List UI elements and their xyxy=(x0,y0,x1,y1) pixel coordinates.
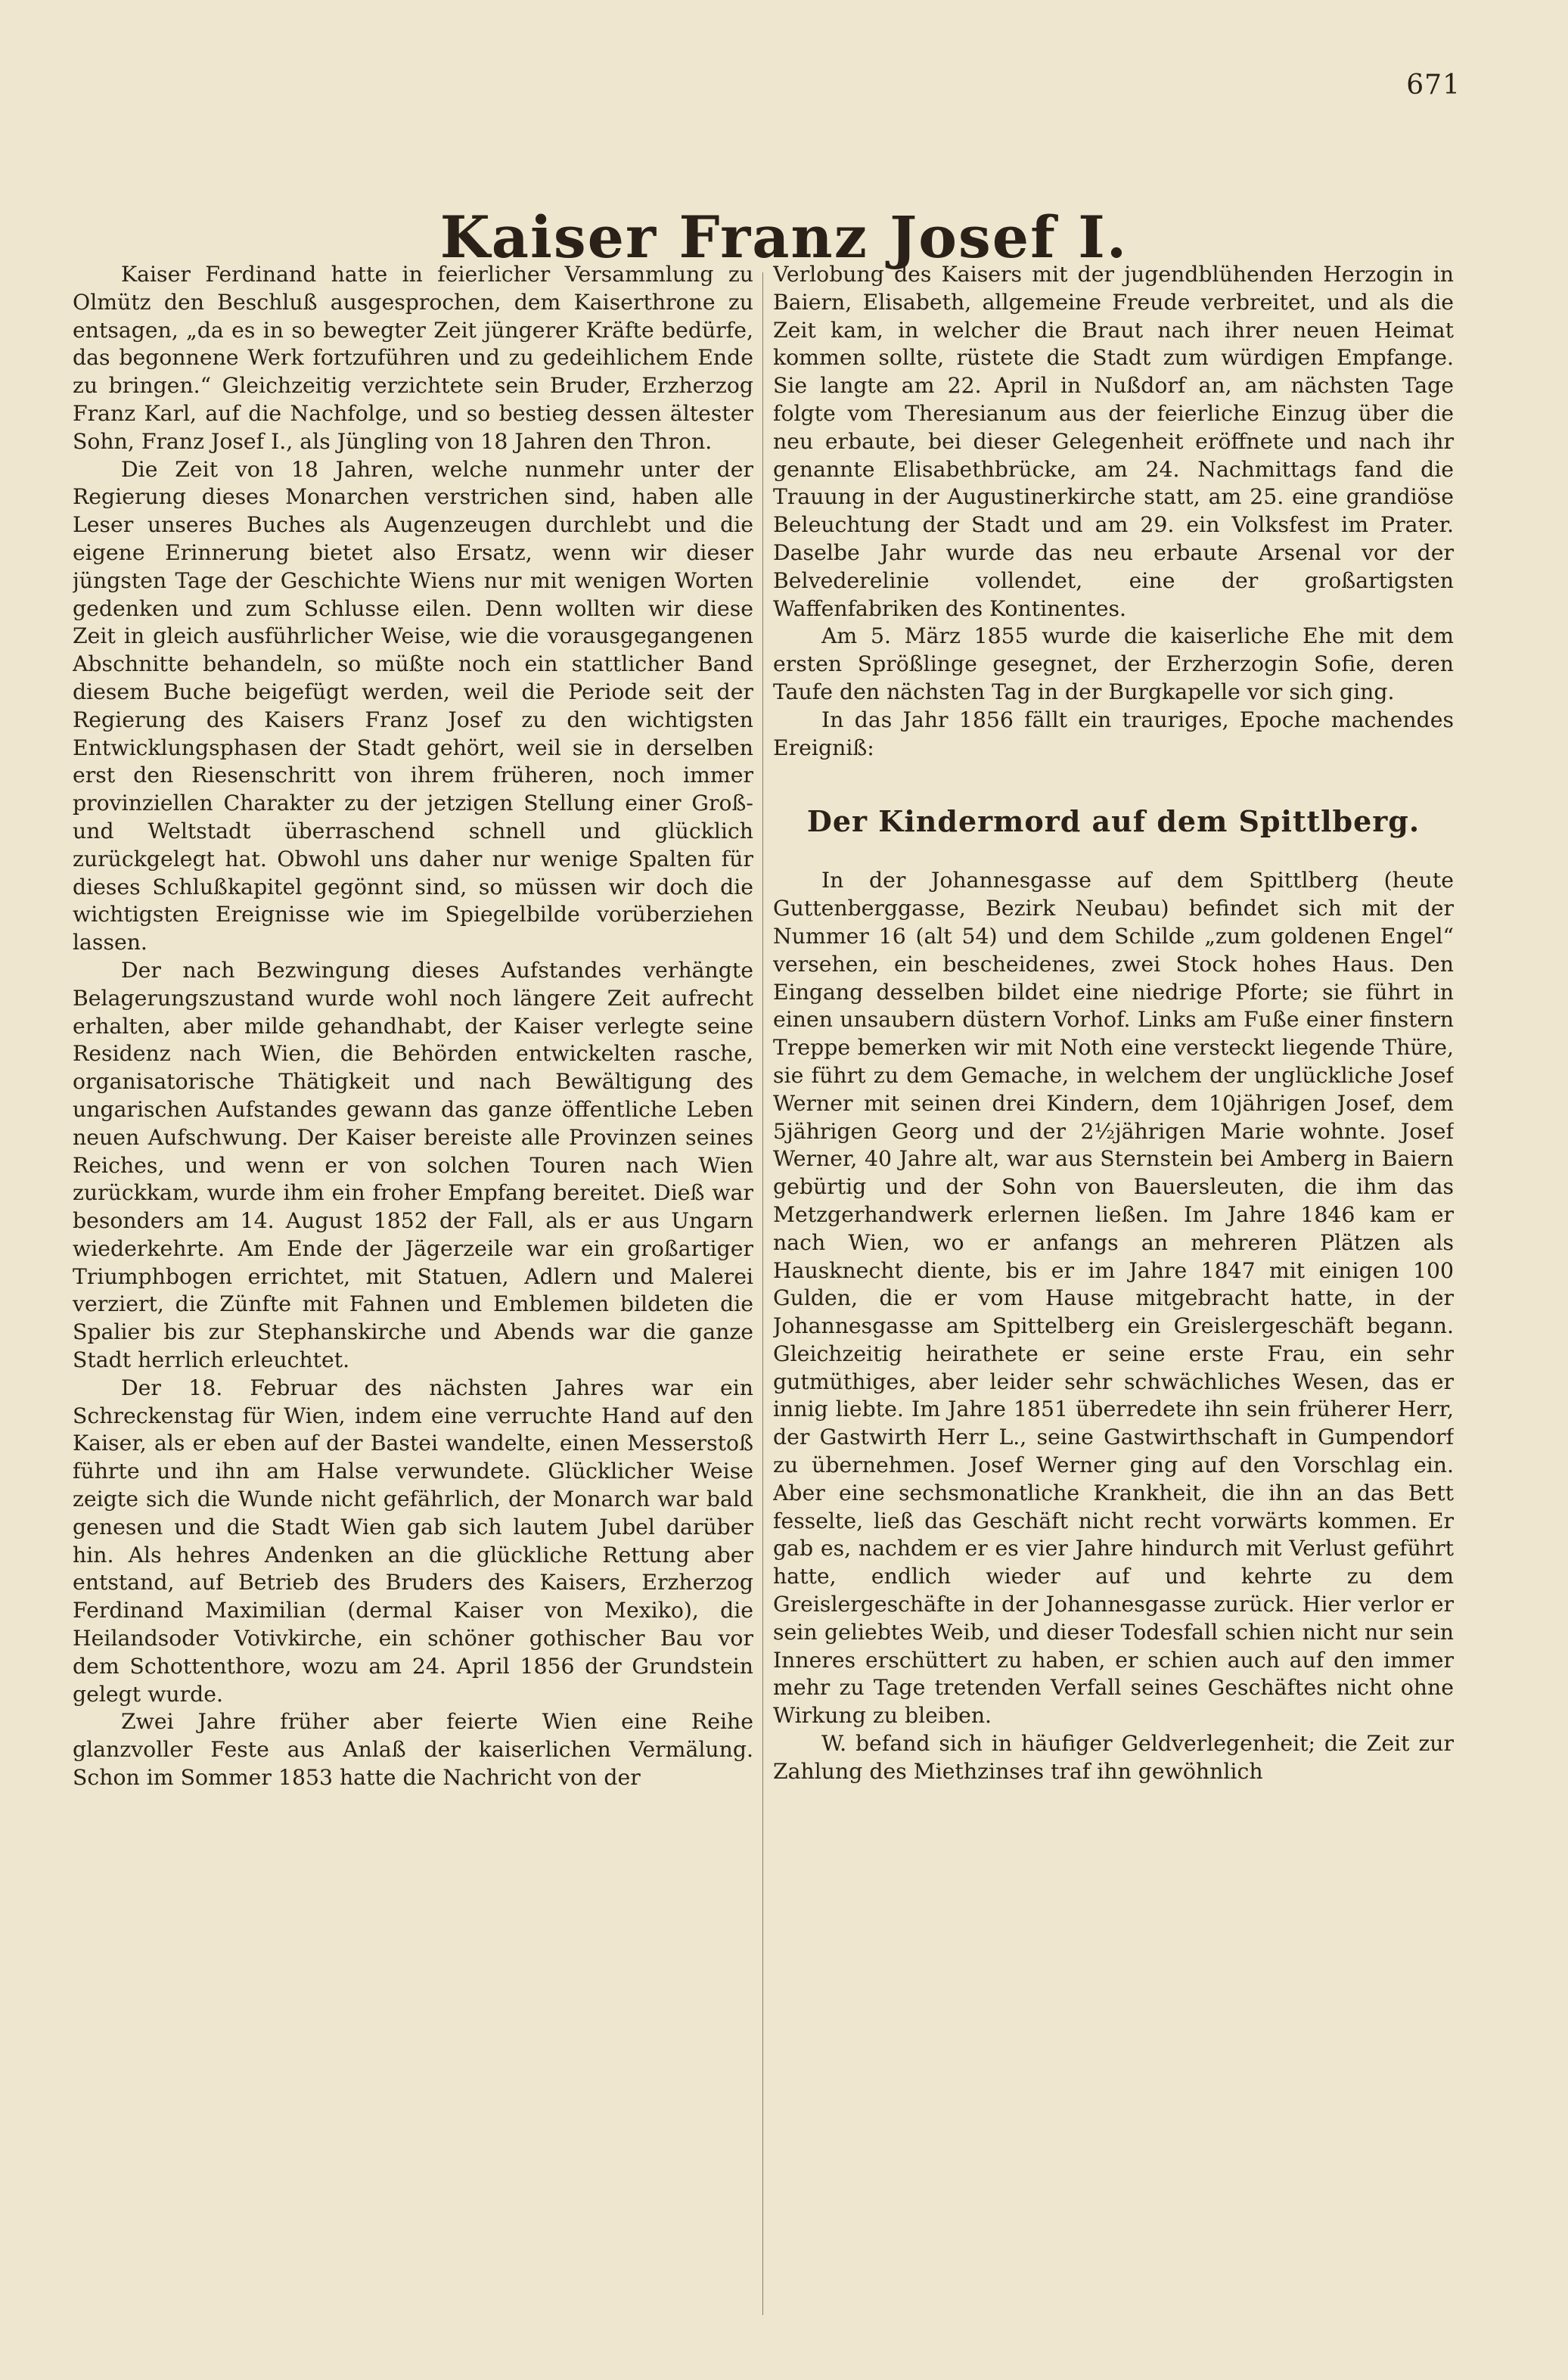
paragraph: Kaiser Ferdinand hatte in feierlicher Versammlung zu Olmütz den Beschluß ausgesprochen, dem Kaiserthrone zu entsagen, „da es in so bewegter Zeit jüngerer Kräfte bedürfe, das begonnene Werk fortzuführen und zu gedeihlichem Ende zu bringen.“ Gleichzeitig verzichtete sein Bruder, Erzherzog Franz Karl, auf die Nachfolge, und so bestieg dessen ältester Sohn, Franz Josef I., als Jüngling von 18 Jahren den Thron. xyxy=(73,262,753,454)
paragraph: Am 5. März 1855 wurde die kaiserliche Ehe mit dem ersten Sprößlinge gesegnet, der Erzherzogin Sofie, deren Taufe den nächsten Tag in der Burgkapelle vor sich ging. xyxy=(773,623,1454,704)
paragraph: In das Jahr 1856 fällt ein trauriges, Epoche machendes Ereigniß: xyxy=(773,707,1454,760)
paragraph: Die Zeit von 18 Jahren, welche nunmehr unter der Regierung dieses Monarchen verstrichen sind, haben alle Leser unseres Buches als Augenzeugen durchlebt und die eigene Erinnerung bietet also Ersatz, wenn wir dieser jüngsten Tage der Geschichte Wiens nur mit wenigen Worten gedenken und zum Schlusse eilen. Denn wollten wir diese Zeit in gleich ausführlicher Weise, wie die vorausgegangenen Abschnitte behandeln, so müßte noch ein stattlicher Band diesem Buche beigefügt werden, weil die Periode seit der Regierung des Kaisers Franz Josef zu den wichtigsten Entwicklungsphasen der Stadt gehört, weil sie in derselben erst den Riesenschritt von ihrem früheren, noch immer provinziellen Charakter zu der jetzigen Stellung einer Groß- und Weltstadt überraschend schnell und glücklich zurückgelegt hat. Obwohl uns daher nur wenige Spalten für dieses Schlußkapitel gegönnt sind, so müssen wir doch die wichtigsten Ereignisse wie im Spiegelbilde vorüberziehen lassen. xyxy=(73,456,753,955)
column-divider xyxy=(762,272,763,2315)
right-column xyxy=(773,261,1454,2326)
left-column xyxy=(73,261,753,2326)
paragraph: Verlobung des Kaisers mit der jugendblühenden Herzogin in Baiern, Elisabeth, allgemeine Freude verbreitet, und als die Zeit kam, in welcher die Braut nach ihrer neuen Heimat kommen sollte, rüstete die Stadt zum würdigen Empfange. Sie langte am 22. April in Nußdorf an, am nächsten Tage folgte vom Theresianum aus der feierliche Einzug über die neu erbaute, bei dieser Gelegenheit eröffnete und nach ihr genannte Elisabethbrücke, am 24. Nachmittags fand die Trauung in der Augustinerkirche statt, am 25. eine grandiöse Beleuchtung der Stadt und am 29. ein Volksfest im Prater. Daselbe Jahr wurde das neu erbaute Arsenal vor der Belvederelinie vollendet, eine der großartigsten Waffenfabriken des Kontinentes. xyxy=(773,262,1454,621)
section-heading: Der Kindermord auf dem Spittlberg. xyxy=(806,804,1421,839)
paragraph: Der nach Bezwingung dieses Aufstandes verhängte Belagerungszustand wurde wohl noch längere Zeit aufrecht erhalten, aber milde gehandhabt, der Kaiser verlegte seine Residenz nach Wien, die Behörden entwickelten rasche, organisatorische Thätigkeit und nach Bewältigung des ungarischen Aufstandes gewann das ganze öffentliche Leben neuen Aufschwung. Der Kaiser bereiste alle Provinzen seines Reiches, und wenn er von solchen Touren nach Wien zurückkam, wurde ihm ein froher Empfang bereitet. Dieß war besonders am 14. August 1852 der Fall, als er aus Ungarn wiederkehrte. Am Ende der Jägerzeile war ein großartiger Triumphbogen errichtet, mit Statuen, Adlern und Malerei verziert, die Zünfte mit Fahnen und Emblemen bildeten die Spalier bis zur Stephanskirche und Abends war die ganze Stadt herrlich erleuchtet. xyxy=(73,957,753,1373)
page-number: 671 xyxy=(1406,70,1461,101)
paragraph: W. befand sich in häufiger Geldverlegenheit; die Zeit zur Zahlung des Miethzinses traf ihn gewöhnlich xyxy=(773,1731,1454,1784)
paragraph: In der Johannesgasse auf dem Spittlberg (heute Guttenberggasse, Bezirk Neubau) befindet sich mit der Nummer 16 (alt 54) und dem Schilde „zum goldenen Engel“ versehen, ein bescheidenes, zwei Stock hohes Haus. Den Eingang desselben bildet eine niedrige Pforte; sie führt in einen unsaubern düstern Vorhof. Links am Fuße einer finstern Treppe bemerken wir mit Noth eine versteckt liegende Thüre, sie führt zu dem Gemache, in welchem der unglückliche Josef Werner mit seinen drei Kindern, dem 10jährigen Josef, dem 5jährigen Georg und der 2½jährigen Marie wohnte. Josef Werner, 40 Jahre alt, war aus Sternstein bei Amberg in Baiern gebürtig und der Sohn von Bauersleuten, die ihm das Metzgerhandwerk erlernen ließen. Im Jahre 1846 kam er nach Wien, wo er anfangs an mehreren Plätzen als Hausknecht diente, bis er im Jahre 1847 mit einigen 100 Gulden, die er vom Hause mitgebracht hatte, in der Johannesgasse am Spittelberg ein Greislergeschäft begann. Gleichzeitig heirathete er seine erste Frau, ein sehr gutmüthiges, aber leider sehr schwächliches Wesen, das er innig liebte. Im Jahre 1851 überredete ihn sein früherer Herr, der Gastwirth Herr L., seine Gastwirthschaft in Gumpendorf zu übernehmen. Josef Werner ging auf den Vorschlag ein. Aber eine sechsmonatliche Krankheit, die ihn an das Bett fesselte, ließ das Geschäft nicht recht vorwärts kommen. Er gab es, nachdem er es vier Jahre hindurch mit Verlust geführt hatte, endlich wieder auf und kehrte zu dem Greislergeschäfte in der Johannesgasse zurück. Hier verlor er sein geliebtes Weib, und dieser Todesfall schien nicht nur sein Inneres erschüttert zu haben, er schien auch auf den immer mehr zu Tage tretenden Verfall seines Geschäftes nicht ohne Wirkung zu bleiben. xyxy=(773,868,1454,1729)
paragraph: Der 18. Februar des nächsten Jahres war ein Schreckenstag für Wien, indem eine verruchte Hand auf den Kaiser, als er eben auf der Bastei wandelte, einen Messerstoß führte und ihn am Halse verwundete. Glücklicher Weise zeigte sich die Wunde nicht gefährlich, der Monarch war bald genesen und die Stadt Wien gab sich lautem Jubel darüber hin. Als hehres Andenken an die glückliche Rettung aber entstand, auf Betrieb des Bruders des Kaisers, Erzherzog Ferdinand Maximilian (dermal Kaiser von Mexiko), die Heilandsoder Votivkirche, ein schöner gothischer Bau vor dem Schottenthore, wozu am 24. April 1856 der Grundstein gelegt wurde. xyxy=(73,1375,753,1707)
chapter-title: Kaiser Franz Josef I. xyxy=(439,203,1129,271)
paragraph: Zwei Jahre früher aber feierte Wien eine Reihe glanzvoller Feste aus Anlaß der kaiserlichen Vermälung. Schon im Sommer 1853 hatte die Nachricht von der xyxy=(73,1709,753,1791)
